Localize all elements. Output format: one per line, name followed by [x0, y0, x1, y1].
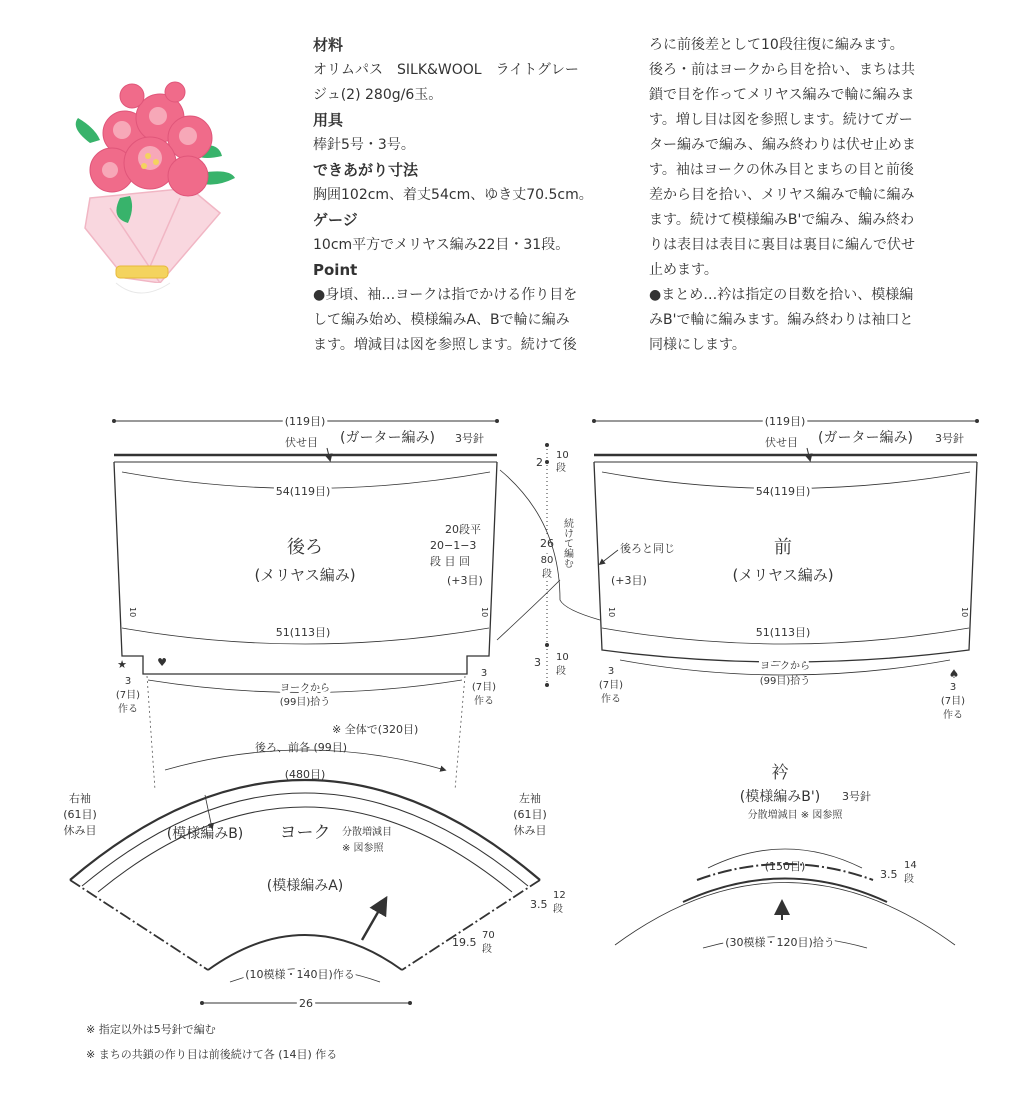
collar-diagram — [615, 763, 955, 949]
yoke-pattern-a: (模様編みA) — [266, 878, 344, 894]
yoke-dist-note: ※ 図参照 — [342, 843, 384, 854]
instruction-line: 差から目を拾い、メリヤス編みで輪に編み — [649, 187, 915, 203]
size-heading: できあがり寸法 — [313, 161, 419, 179]
yoke-r1-unit: 段 — [553, 904, 563, 915]
back-needle-label: 3号針 — [455, 432, 484, 445]
collar-needle: 3号針 — [842, 790, 871, 803]
front-side-mark: 10 — [607, 607, 616, 618]
back-inc-plus: (+3目) — [447, 574, 483, 587]
back-title: 後ろ — [287, 537, 323, 558]
point-line: して編み始め、模様編みA、Bで輪に編み — [313, 312, 570, 328]
back-bind-off-label: 伏せ目 — [285, 436, 318, 449]
point-line: ます。増減目は図を参照します。続けて後 — [313, 337, 577, 353]
yoke-right-sleeve: (61目) — [63, 808, 97, 821]
front-width-lower: 51(113目) — [755, 626, 811, 639]
yoke-pattern-b: (模様編みB) — [166, 826, 244, 842]
yoke-r2-rows: 70 — [482, 930, 495, 941]
yoke-diagram — [63, 722, 566, 1010]
back-inc-line: 20−1−3 — [430, 539, 477, 552]
instruction-line: 同様にします。 — [649, 337, 746, 353]
back-right-gusset: 3 — [480, 668, 488, 679]
front-top-width: (119目) — [764, 415, 806, 428]
back-width-upper: 54(119目) — [275, 485, 331, 498]
materials-line: ジュ(2) 280g/6玉。 — [313, 87, 443, 103]
yoke-r1: 3.5 — [530, 898, 548, 911]
front-title: 前 — [774, 537, 792, 558]
instruction-line: 鎖で目を作ってメリヤス編みで輪に編みま — [649, 87, 915, 103]
gauge-heading: ゲージ — [313, 211, 358, 229]
instruction-line: ●まとめ…衿は指定の目数を拾い、模様編 — [649, 287, 914, 303]
front-inc-plus: (+3目) — [611, 574, 647, 587]
collar-unit: 段 — [904, 874, 914, 885]
instruction-line: ター編みで編み、編み終わりは伏せ止めま — [649, 137, 916, 153]
point-heading: Point — [313, 261, 358, 279]
back-pickup: (99目)拾う — [279, 697, 331, 708]
point-line: ●身頃、袖…ヨークは指でかける作り目を — [313, 287, 578, 303]
instruction-line: 止めます。 — [649, 262, 718, 278]
yoke-each: 後ろ、前各 (99目) — [255, 741, 348, 754]
height-dimensions — [497, 443, 600, 687]
yoke-left-sleeve: (61目) — [513, 808, 547, 821]
body-height: 26 — [540, 537, 554, 550]
front-panel — [592, 415, 979, 721]
front-left-gusset: 作る — [601, 694, 621, 705]
back-top-width: (119目) — [284, 415, 326, 428]
front-left-gusset: 3 — [607, 666, 615, 677]
footnote: ※ まちの共鎖の作り目は前後続けて各 (14目) 作る — [86, 1048, 338, 1061]
collar-height: 3.5 — [880, 868, 898, 881]
yoke-right-sleeve: 休み目 — [63, 824, 97, 837]
tools-heading: 用具 — [313, 111, 344, 129]
body-unit: 段 — [542, 569, 552, 580]
back-left-gusset: (7目) — [115, 690, 141, 701]
yoke-cast-on: (10模様・140目)作る — [245, 968, 355, 981]
star-icon: ★ — [117, 658, 127, 671]
instruction-line: ます。続けて模様編みB'で編み、編み終わ — [649, 212, 915, 228]
collar-title: 衿 — [771, 763, 789, 783]
back-panel — [112, 415, 499, 790]
front-pickup: ヨークから — [760, 661, 810, 672]
instruction-line: す。袖はヨークの休み目とまちの目と前後 — [649, 162, 914, 178]
spade-icon: ♠ — [948, 667, 960, 681]
back-right-gusset: 作る — [474, 696, 494, 707]
yoke-dist: 分散増減目 — [342, 827, 392, 838]
front-garter-label: (ガーター編み) — [818, 430, 913, 446]
bottom-unit: 段 — [556, 666, 566, 677]
collar-top: (150目) — [764, 860, 806, 873]
back-pickup: ヨークから — [280, 683, 330, 694]
collar-pickup: (30模様・120目)拾う — [725, 936, 835, 949]
yoke-left-sleeve: 左袖 — [519, 792, 541, 805]
yoke-title: ヨーク — [279, 823, 331, 843]
instruction-line: ろに前後差として10段往復に編みます。 — [649, 37, 904, 53]
top-band-height: 2 — [536, 456, 543, 469]
front-left-gusset: (7目) — [598, 680, 624, 691]
materials-heading: 材料 — [313, 36, 344, 54]
continue-note: 続けて編む — [561, 518, 573, 568]
front-stitch: (メリヤス編み) — [732, 566, 834, 584]
yoke-r2-unit: 段 — [482, 944, 492, 955]
back-side-mark: 10 — [480, 607, 489, 618]
yoke-outer: (480目) — [284, 768, 326, 781]
yoke-r2: 19.5 — [452, 936, 477, 949]
collar-dist: 分散増減目 ※ 図参照 — [747, 810, 843, 821]
back-garter-label: (ガーター編み) — [340, 430, 435, 446]
gauge-line: 10cm平方でメリヤス編み22目・31段。 — [313, 237, 570, 253]
bottom-height: 3 — [534, 656, 541, 669]
back-left-gusset: 3 — [124, 676, 132, 687]
collar-rows: 14 — [904, 860, 917, 871]
footnote: ※ 指定以外は5号針で編む — [86, 1023, 216, 1036]
instruction-line: す。増し目は図を参照します。続けてガー — [649, 112, 913, 128]
back-side-mark: 10 — [128, 607, 137, 618]
top-band-unit: 段 — [556, 463, 566, 474]
instruction-line: みB'で輪に編みます。編み終わりは袖口と — [649, 312, 914, 328]
instruction-line: 後ろ・前はヨークから目を拾い、まちは共 — [649, 62, 915, 78]
back-left-gusset: 作る — [118, 704, 138, 715]
collar-pattern: (模様編みB') — [739, 789, 821, 805]
tools-line: 棒針5号・3号。 — [313, 137, 415, 153]
top-band-rows: 10 — [556, 450, 569, 461]
back-right-gusset: (7目) — [471, 682, 497, 693]
back-width-lower: 51(113目) — [275, 626, 331, 639]
yoke-width: 26 — [299, 997, 313, 1010]
instruction-line: りは表目は表目に裏目は裏目に編んで伏せ — [649, 237, 915, 253]
bottom-rows: 10 — [556, 652, 569, 663]
front-bind-off-label: 伏せ目 — [765, 436, 798, 449]
heart-icon: ♥ — [157, 656, 167, 669]
yoke-right-sleeve: 右袖 — [69, 792, 91, 805]
front-side-mark: 10 — [960, 607, 969, 618]
front-width-upper: 54(119目) — [755, 485, 811, 498]
body-rows: 80 — [540, 555, 554, 566]
front-right-gusset: 3 — [949, 682, 957, 693]
back-inc-line: 段 目 回 — [430, 555, 470, 568]
yoke-left-sleeve: 休み目 — [513, 824, 547, 837]
size-line: 胸囲102cm、着丈54cm、ゆき丈70.5cm。 — [313, 187, 593, 203]
front-right-gusset: 作る — [943, 710, 963, 721]
materials-line: オリムパス SILK&WOOL ライトグレー — [313, 62, 579, 78]
front-needle-label: 3号針 — [935, 432, 964, 445]
front-same-as-back: 後ろと同じ — [620, 542, 675, 555]
front-right-gusset: (7目) — [940, 696, 966, 707]
yoke-note-total: ※ 全体で(320目) — [332, 723, 419, 736]
back-stitch: (メリヤス編み) — [254, 566, 356, 584]
yoke-r1-rows: 12 — [553, 890, 566, 901]
front-pickup: (99目)拾う — [759, 676, 811, 687]
back-inc-line: 20段平 — [445, 523, 481, 536]
